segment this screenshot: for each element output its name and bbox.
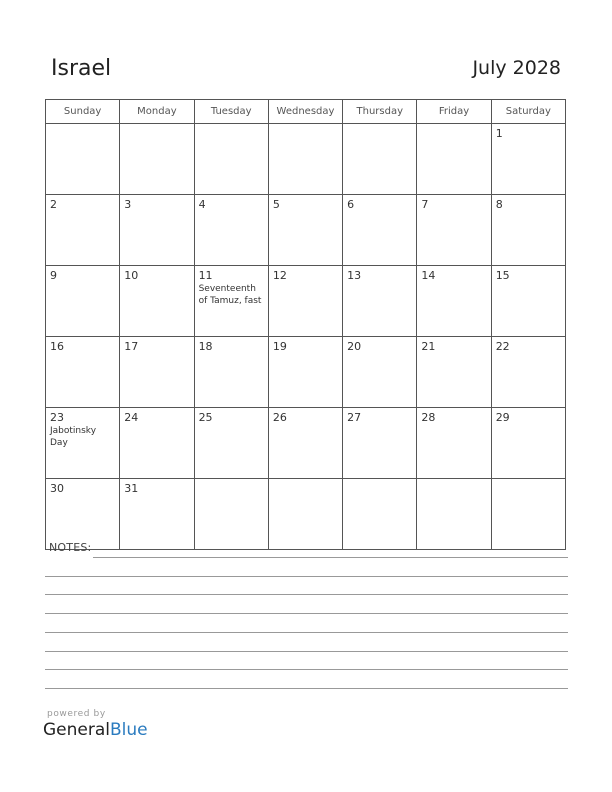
calendar-grid (45, 99, 566, 550)
weekday-wednesday: Wednesday (268, 100, 342, 124)
day-cell (268, 479, 342, 550)
day-cell (194, 124, 268, 195)
day-number: 11 (198, 269, 213, 282)
holiday-label: Jabotinsky Day (50, 426, 97, 448)
day-number: 8 (495, 198, 503, 211)
day-cell (46, 408, 120, 479)
day-number: 12 (272, 269, 287, 282)
day-cell (491, 124, 565, 195)
day-cell (343, 408, 417, 479)
weekday-friday: Friday (417, 100, 491, 124)
day-cell (46, 124, 120, 195)
day-number: 2 (50, 198, 57, 211)
day-number: 21 (421, 340, 436, 353)
weekday-monday: Monday (120, 100, 194, 124)
day-cell (194, 408, 268, 479)
day-number: 14 (421, 269, 436, 282)
day-cell (268, 337, 342, 408)
day-cell (417, 337, 491, 408)
day-cell (343, 195, 417, 266)
day-cell (268, 195, 342, 266)
day-number: 29 (495, 411, 510, 424)
day-cell (417, 195, 491, 266)
weekday-header-row (46, 100, 566, 124)
day-cell (268, 266, 342, 337)
day-cell (491, 408, 565, 479)
note-line (45, 576, 568, 577)
week-row (46, 195, 566, 266)
note-line (45, 613, 568, 614)
day-cell (46, 195, 120, 266)
day-cell (194, 266, 268, 337)
day-cell (120, 479, 194, 550)
day-cell (46, 266, 120, 337)
note-line (45, 669, 568, 670)
day-number: 3 (124, 198, 132, 211)
day-cell (268, 408, 342, 479)
week-row (46, 124, 566, 195)
day-number: 31 (124, 482, 139, 495)
day-number: 18 (198, 340, 213, 353)
notes-label: NOTES: (49, 541, 92, 554)
weekday-tuesday: Tuesday (194, 100, 268, 124)
day-cell (491, 479, 565, 550)
weekday-sunday: Sunday (46, 100, 120, 124)
month-year-title: July 2028 (472, 57, 561, 79)
day-cell (120, 124, 194, 195)
day-number: 20 (347, 340, 362, 353)
day-cell (46, 337, 120, 408)
day-number: 24 (124, 411, 139, 424)
day-number: 30 (50, 482, 64, 495)
day-cell (120, 266, 194, 337)
day-cell (120, 408, 194, 479)
note-line (45, 688, 568, 689)
day-number: 17 (124, 340, 139, 353)
day-number: 1 (495, 127, 503, 140)
week-row (46, 266, 566, 337)
day-number: 26 (272, 411, 287, 424)
day-number: 15 (495, 269, 510, 282)
day-cell (417, 479, 491, 550)
week-row (46, 479, 566, 550)
day-cell (343, 124, 417, 195)
day-number: 16 (50, 340, 64, 353)
note-line (93, 557, 568, 558)
weekday-thursday: Thursday (343, 100, 417, 124)
day-cell (417, 124, 491, 195)
day-cell (194, 337, 268, 408)
day-number: 13 (347, 269, 362, 282)
day-number: 23 (50, 411, 64, 424)
day-number: 6 (347, 198, 355, 211)
day-number: 9 (50, 269, 57, 282)
day-cell (491, 337, 565, 408)
note-line (45, 651, 568, 652)
day-number: 27 (347, 411, 362, 424)
day-number: 4 (198, 198, 206, 211)
day-cell (120, 337, 194, 408)
day-number: 7 (421, 198, 429, 211)
day-number: 5 (272, 198, 280, 211)
day-cell (343, 337, 417, 408)
day-cell (268, 124, 342, 195)
brand-part-general: General (43, 720, 110, 740)
holiday-label: Seventeenth of Tamuz, fast (198, 284, 262, 306)
day-number: 22 (495, 340, 510, 353)
day-cell (194, 479, 268, 550)
weekday-saturday: Saturday (491, 100, 565, 124)
day-number: 28 (421, 411, 436, 424)
week-row (46, 337, 566, 408)
day-cell (417, 408, 491, 479)
note-line (45, 632, 568, 633)
day-cell (491, 266, 565, 337)
brand-logo[interactable] (43, 720, 148, 740)
note-line (45, 594, 568, 595)
day-cell (491, 195, 565, 266)
powered-by-text: powered by (47, 709, 106, 719)
country-title: Israel (51, 56, 112, 81)
day-cell (194, 195, 268, 266)
day-number: 19 (272, 340, 287, 353)
day-number: 25 (198, 411, 213, 424)
day-cell (343, 266, 417, 337)
brand-part-blue: Blue (110, 720, 148, 740)
day-cell (120, 195, 194, 266)
day-cell (417, 266, 491, 337)
week-row (46, 408, 566, 479)
day-number: 10 (124, 269, 139, 282)
day-cell (46, 479, 120, 550)
day-cell (343, 479, 417, 550)
